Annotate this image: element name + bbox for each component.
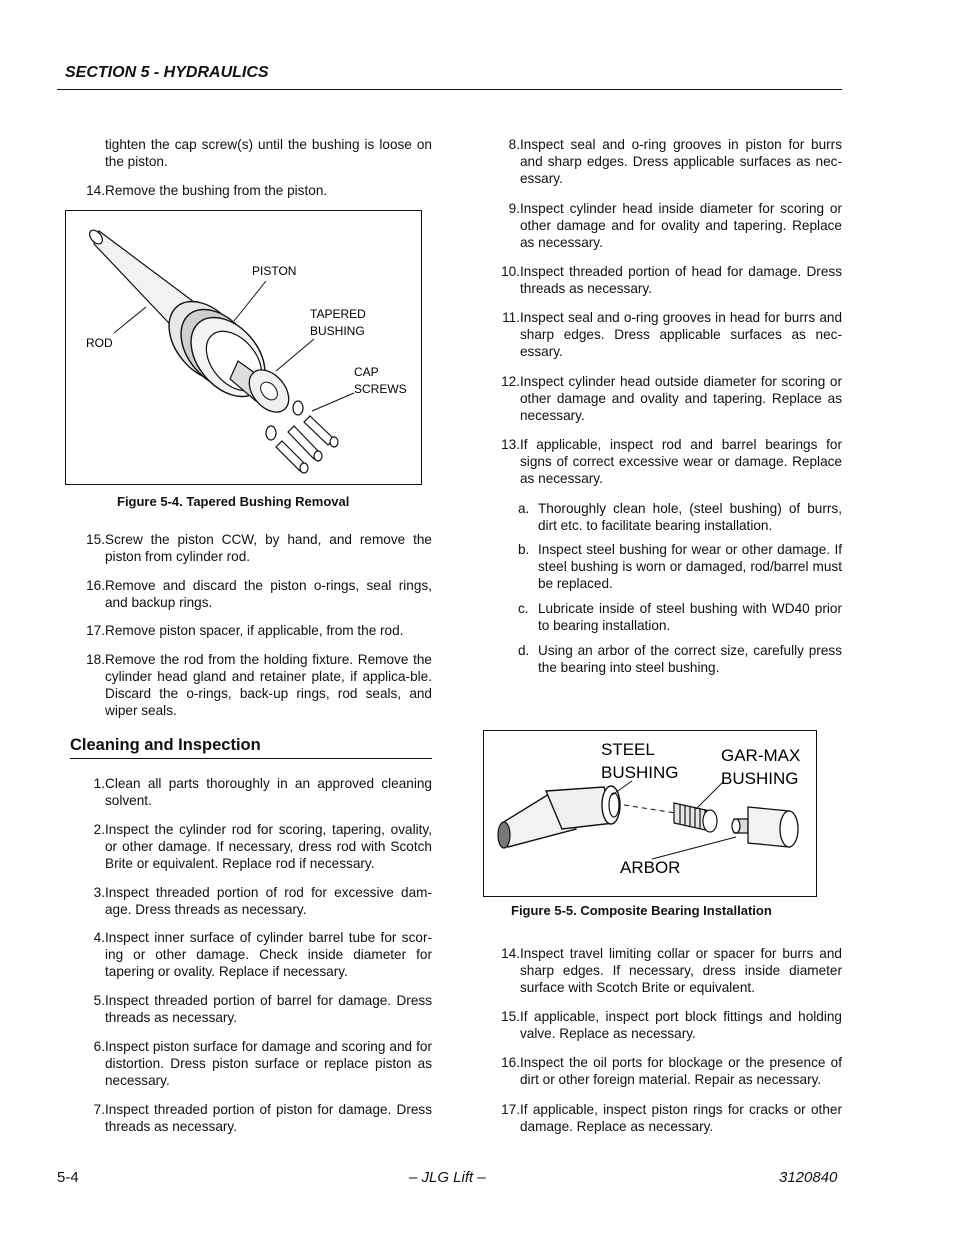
sub-item-text: Using an arbor of the correct size, carefully press the bearing into steel bushing. bbox=[538, 643, 842, 675]
label-steel-bushing: BUSHING bbox=[601, 763, 679, 782]
item-number: 11. bbox=[502, 310, 520, 325]
section-rule bbox=[70, 758, 432, 759]
item-text: Inspect cylinder head inside diameter for scoring or other damage and for ovality and tapering. Replace as necessary. bbox=[520, 201, 842, 250]
item-number: 10. bbox=[501, 264, 520, 279]
item-number: 17. bbox=[501, 1102, 520, 1117]
label-tapered: TAPERED bbox=[310, 307, 366, 321]
label-screws: SCREWS bbox=[354, 382, 407, 396]
list-item bbox=[65, 1038, 432, 1089]
item-number: 2. bbox=[93, 822, 105, 837]
list-item bbox=[65, 821, 432, 872]
list-item bbox=[480, 1101, 842, 1135]
document-number: 3120840 bbox=[779, 1169, 838, 1186]
item-text: Inspect threaded portion of piston for damage. Dress threads as necessary. bbox=[105, 1102, 432, 1134]
list-item bbox=[65, 929, 432, 980]
item-text: Remove the rod from the holding fixture. Remove the cylinder head gland and retainer plate, if applica-ble. Discard the o-rings, back-up rings, rod seals, and wiper seals. bbox=[105, 652, 432, 718]
item-number: 16. bbox=[86, 578, 105, 593]
sub-item-letter: b. bbox=[518, 542, 530, 557]
item-number: 18. bbox=[86, 652, 105, 667]
item-number: 14. bbox=[86, 183, 105, 198]
continued-text: tighten the cap screw(s) until the bushing is loose on the piston. bbox=[105, 137, 432, 169]
sub-item-letter: c. bbox=[518, 601, 529, 616]
item-text: Inspect the cylinder rod for scoring, tapering, ovality, or other damage. If necessary, dress rod with Scotch Brite or equivalent. Replace rod if necessary. bbox=[105, 822, 432, 871]
figure-composite-bearing bbox=[483, 730, 817, 897]
label-rod: ROD bbox=[86, 336, 113, 350]
item-number: 17. bbox=[86, 623, 105, 638]
list-item bbox=[65, 531, 432, 565]
page-number: 5-4 bbox=[57, 1169, 79, 1186]
footer-center: – JLG Lift – bbox=[409, 1169, 486, 1186]
item-number: 5. bbox=[93, 993, 105, 1008]
tapered-bushing-illustration bbox=[66, 211, 421, 484]
item-number: 16. bbox=[501, 1055, 520, 1070]
list-item bbox=[65, 182, 432, 199]
list-item bbox=[65, 992, 432, 1026]
item-number: 8. bbox=[508, 137, 520, 152]
composite-bearing-illustration bbox=[484, 731, 816, 896]
item-text: Remove piston spacer, if applicable, from the rod. bbox=[105, 623, 404, 638]
list-item bbox=[480, 136, 842, 187]
sub-item-text: Lubricate inside of steel bushing with WD40 prior to bearing installation. bbox=[538, 601, 842, 633]
right-column bbox=[480, 0, 842, 1235]
item-number: 3. bbox=[93, 885, 105, 900]
figure-tapered-bushing bbox=[65, 210, 422, 485]
figure-caption: Figure 5-4. Tapered Bushing Removal bbox=[117, 494, 350, 509]
item-text: Remove and discard the piston o-rings, seal rings, and backup rings. bbox=[105, 578, 432, 610]
label-piston: PISTON bbox=[252, 264, 297, 278]
list-item bbox=[65, 1101, 432, 1135]
item-text: Inspect cylinder head outside diameter for scoring or other damage and ovality and tapering. Replace as necessary. bbox=[520, 374, 842, 423]
list-item bbox=[480, 263, 842, 297]
list-item bbox=[65, 651, 432, 719]
list-item bbox=[480, 945, 842, 996]
item-text: Inspect piston surface for damage and scoring and for distortion. Dress piston surface or replace piston as necessary. bbox=[105, 1039, 432, 1088]
item-text: Inspect inner surface of cylinder barrel tube for scor-ing or other damage. Check inside diameter for tapering or ovality. Replace if necessary. bbox=[105, 930, 432, 979]
label-arbor: ARBOR bbox=[620, 858, 681, 877]
item-text: Clean all parts thoroughly in an approved cleaning solvent. bbox=[105, 776, 432, 808]
sub-item-text: Thoroughly clean hole, (steel bushing) of burrs, dirt etc. to facilitate bearing installation. bbox=[538, 501, 842, 533]
item-number: 4. bbox=[93, 930, 105, 945]
list-item bbox=[480, 373, 842, 424]
item-text: Inspect travel limiting collar or spacer for burrs and sharp edges. If necessary, dress inside diameter surface with Scotch Brite or equivalent. bbox=[520, 946, 842, 995]
item-number: 6. bbox=[93, 1039, 105, 1054]
item-number: 1. bbox=[93, 776, 105, 791]
item-number: 13. bbox=[501, 437, 520, 452]
item-number: 9. bbox=[508, 201, 520, 216]
sub-item-text: Inspect steel bushing for wear or other damage. If steel bushing is worn or damaged, rod/barrel must be replaced. bbox=[538, 542, 842, 591]
sub-item bbox=[518, 642, 842, 676]
figure-caption: Figure 5-5. Composite Bearing Installation bbox=[511, 903, 772, 918]
item-text: Remove the bushing from the piston. bbox=[105, 183, 328, 198]
list-item bbox=[480, 309, 842, 360]
item-number: 15. bbox=[501, 1009, 520, 1024]
left-column bbox=[65, 0, 432, 1235]
item-text: If applicable, inspect port block fittings and holding valve. Replace as necessary. bbox=[520, 1009, 842, 1041]
label-steel: STEEL bbox=[601, 740, 655, 759]
item-number: 14. bbox=[501, 946, 520, 961]
label-cap: CAP bbox=[354, 365, 379, 379]
item-text: Inspect the oil ports for blockage or the presence of dirt or other foreign material. Repair as necessary. bbox=[520, 1055, 842, 1087]
list-item bbox=[480, 1008, 842, 1042]
label-bushing: BUSHING bbox=[310, 324, 365, 338]
item-text: Inspect threaded portion of rod for excessive dam-age. Dress threads as necessary. bbox=[105, 885, 432, 917]
sub-item-letter: d. bbox=[518, 643, 530, 658]
list-item bbox=[65, 622, 432, 639]
label-gar-max-bushing: BUSHING bbox=[721, 769, 799, 788]
item-text: Inspect seal and o-ring grooves in piston for burrs and sharp edges. Dress applicable surfaces as nec-essary. bbox=[520, 137, 842, 186]
list-item bbox=[480, 1054, 842, 1088]
list-item bbox=[65, 884, 432, 918]
item-text: Inspect threaded portion of head for damage. Dress threads as necessary. bbox=[520, 264, 842, 296]
sub-item bbox=[518, 541, 842, 592]
sub-item bbox=[518, 600, 842, 634]
item-number: 15. bbox=[86, 532, 105, 547]
item-text: Inspect seal and o-ring grooves in head for burrs and sharp edges. Dress applicable surfaces as nec-essary. bbox=[520, 310, 842, 359]
item-text: Inspect threaded portion of barrel for damage. Dress threads as necessary. bbox=[105, 993, 432, 1025]
list-item bbox=[65, 577, 432, 611]
list-item bbox=[65, 775, 432, 809]
item-number: 12. bbox=[501, 374, 520, 389]
item-number: 7. bbox=[93, 1102, 105, 1117]
item-text: If applicable, inspect piston rings for cracks or other damage. Replace as necessary. bbox=[520, 1102, 842, 1134]
sub-item-letter: a. bbox=[518, 501, 530, 516]
list-item bbox=[480, 200, 842, 251]
section-heading: Cleaning and Inspection bbox=[70, 736, 261, 754]
sub-item bbox=[518, 500, 842, 534]
section-header: SECTION 5 - HYDRAULICS bbox=[65, 64, 269, 81]
list-item bbox=[480, 436, 842, 487]
label-gar-max: GAR-MAX bbox=[721, 746, 801, 765]
item-text: If applicable, inspect rod and barrel bearings for signs of correct excessive wear or damage. Replace as necessary. bbox=[520, 437, 842, 486]
item-text: Screw the piston CCW, by hand, and remove the piston from cylinder rod. bbox=[105, 532, 432, 564]
